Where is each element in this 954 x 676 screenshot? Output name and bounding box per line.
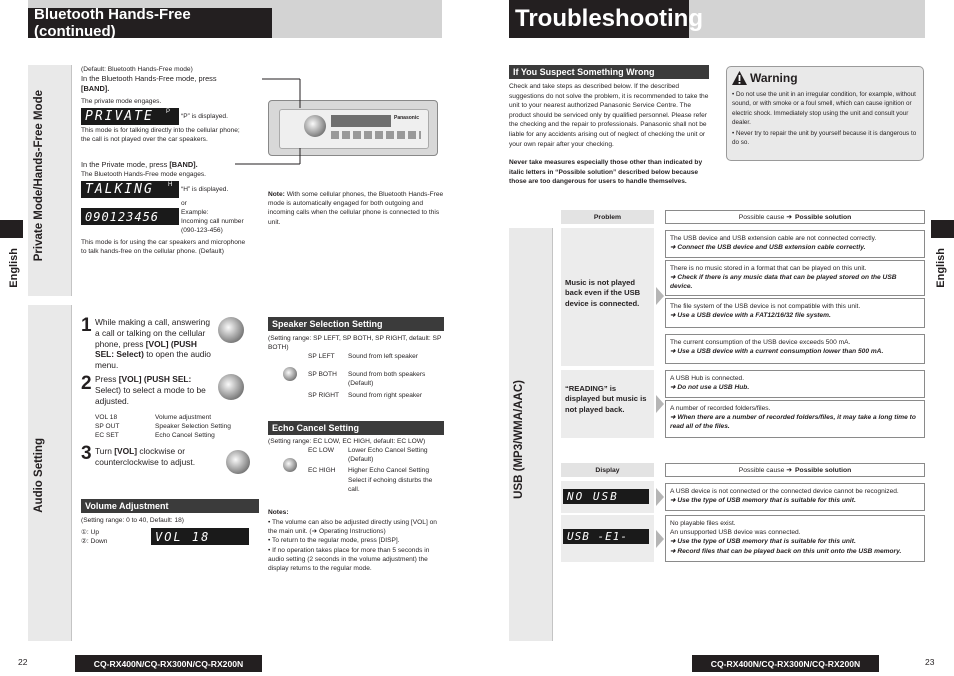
cause-3-2: No playable files exist. An unsupported USB device was connected. ➜ Use the type of USB memory that is suitable for this unit. ➜ Record files that can be played back on this unit onto the USB memory. <box>665 515 925 562</box>
suspect-header: If You Suspect Something Wrong <box>509 65 709 79</box>
volume-down: ②: Down <box>81 538 108 545</box>
notes-text <box>268 518 444 573</box>
table1-problem-header: Problem <box>561 210 654 224</box>
warning-title: Warning <box>750 71 798 85</box>
h-displayed-text: “H” is displayed. <box>181 186 229 193</box>
speaker-rows: SP LEFT Sound from left speaker SP BOTH Sound from both speakers (Default) SP RIGHT Sound from right speaker <box>308 353 426 399</box>
volume-adjustment-header: Volume Adjustment <box>81 499 259 513</box>
table1-cause-header: Possible cause ➜ Possible solution <box>665 210 925 224</box>
lcd-usb-e1: USB -E1- <box>563 529 649 544</box>
cause-1-4: The current consumption of the USB device exceeds 500 mA. ➜ Use a USB device with a current consumption lower than 500 mA. <box>665 334 925 364</box>
problem-1-cell: Music is not played back even if the USB device is connected. <box>561 228 654 366</box>
right-header-title: Troubleshooting <box>509 0 689 38</box>
private-engages2: The Bluetooth Hands-Free mode engages. <box>81 171 206 178</box>
echo-rows: EC LOW Lower Echo Cancel Setting (Default) EC HIGH Higher Echo Cancel Setting Select if echoing disturbs the call. <box>308 447 433 493</box>
step3-number: 3 <box>81 443 92 464</box>
echo-cancel-header: Echo Cancel Setting <box>268 421 444 435</box>
speaker-selection-header: Speaker Selection Setting <box>268 317 444 331</box>
lcd-vol: VOL 18 <box>151 528 249 545</box>
head-unit-brand: Panasonic <box>394 115 420 121</box>
private-engages: The private mode engages. <box>81 98 162 105</box>
private-desc2: the call is not played over the car speakers. <box>81 136 208 143</box>
private-default-note: (Default: Bluetooth Hands-Free mode) <box>81 66 193 73</box>
left-page-number: 22 <box>18 657 28 667</box>
side-tab-private-label: Private Mode/Hands-Free Mode <box>33 90 45 262</box>
volume-range: (Setting range: 0 to 40, Default: 18) <box>81 517 184 524</box>
echo-range: (Setting range: EC LOW, EC HIGH, default: EC LOW) <box>268 438 426 445</box>
note-2: • To return to the regular mode, press [DISP]. <box>268 537 400 545</box>
display-1-arrow <box>656 488 664 506</box>
lcd-private: PRIVATE <box>81 108 179 125</box>
lcd-talking-indicator: H <box>168 182 173 188</box>
step2-number: 2 <box>81 373 92 394</box>
step1-text: While making a call, answering a call or talking on the cellular phone, press [VOL] (PUSH SEL: Select) to open the audio menu. <box>95 317 211 371</box>
p-displayed-text: “P” is displayed. <box>181 113 228 120</box>
side-tab-usb-label: USB (MP3/WMA/AAC) <box>513 380 525 499</box>
private-note: Note: With some cellular phones, the Bluetooth Hands-Free mode is automatically engaged for both outgoing and incoming calls when the cellular phone is connected to this unit. <box>268 191 444 226</box>
warning-text-2: • Never try to repair the unit by yourself because it is dangerous to do so. <box>732 130 917 147</box>
display-2-arrow <box>656 530 664 548</box>
example-label: Example: <box>181 209 209 216</box>
suspect-bold: Never take measures especially those other than indicated by italic letters in “Possible solution” described below because those are too dangerous for users to handle themselves. <box>509 159 703 186</box>
lcd-private-indicator: P <box>166 109 171 115</box>
cause-1-1: The USB device and USB extension cable are not connected correctly. ➜ Connect the USB device and USB extension cable correctly. <box>665 230 925 258</box>
incoming-number: (090-123-456) <box>181 227 223 234</box>
step1-number: 1 <box>81 315 92 336</box>
lcd-number: 090123456 <box>81 208 179 225</box>
speaker-knob <box>283 367 297 381</box>
echo-knob <box>283 458 297 472</box>
table2-display-header: Display <box>561 463 654 477</box>
speaker-range: (Setting range: SP LEFT, SP BOTH, SP RIGHT, default: SP BOTH) <box>268 335 442 352</box>
incoming-label: Incoming call number <box>181 218 244 225</box>
right-page-number: 23 <box>925 657 935 667</box>
private-line2: In the Private mode, press [BAND]. <box>81 160 198 169</box>
notes-label: Notes: <box>268 509 289 516</box>
english-tab-right-label: English <box>935 248 947 288</box>
note-3: • If no operation takes place for more than 5 seconds in audio setting (2 seconds in the volume adjustment) the display returns to the regular mode. <box>268 546 430 573</box>
cause-2-2: A number of recorded folders/files. ➜ When there are a number of recorded folders/files, it may take a long time to read all of the files. <box>665 400 925 438</box>
table2-cause-header: Possible cause ➜ Possible solution <box>665 463 925 477</box>
warning-icon <box>732 71 747 85</box>
or-text: or <box>181 200 187 207</box>
problem-2-cell: “READING” is displayed but music is not played back. <box>561 370 654 438</box>
problem-1-arrow <box>656 287 664 305</box>
cause-1-2: There is no music stored in a format that can be played on this unit. ➜ Check if there is any music data that can be played stored on the USB device. <box>665 260 925 296</box>
private-desc1: This mode is for talking directly into the cellular phone; <box>81 127 240 134</box>
cause-1-3: The file system of the USB device is not compatible with this unit. ➜ Use a USB device with a FAT12/16/32 file system. <box>665 298 925 328</box>
cause-2-1: A USB Hub is connected. ➜ Do not use a USB Hub. <box>665 370 925 398</box>
suspect-text: Check and take steps as described below. If the described suggestions do not solve the problem, it is recommended to take the unit to your nearest authorized Panasonic Service Centre. The product should be serviced only by qualified personnel. Please refer the checking and the repair to professionals. Panasonic shall not be liable for any accidents arising out of neglect of checking the unit or your own repair after your checking. <box>509 83 709 148</box>
side-tab-audio-label: Audio Setting <box>33 438 45 513</box>
right-footer-model: CQ-RX400N/CQ-RX300N/CQ-RX200N <box>692 655 879 672</box>
step2-text: Press [VOL] (PUSH SEL: Select) to select a mode to be adjusted. <box>95 374 206 406</box>
cause-3-1: A USB device is not connected or the connected device cannot be recognized. ➜ Use the type of USB memory that is suitable for this unit. <box>665 483 925 511</box>
vol-knob-2 <box>218 374 244 400</box>
left-footer-model: CQ-RX400N/CQ-RX300N/CQ-RX200N <box>75 655 262 672</box>
mode-list: VOL 18 Volume adjustment SP OUT Speaker Selection Setting EC SET Echo Cancel Setting <box>95 414 231 440</box>
note-1: • The volume can also be adjusted directly using [VOL] on the main unit. (➜ Operating Instructions) <box>268 519 437 536</box>
private-line1b: [BAND]. <box>81 84 110 93</box>
vol-knob-1 <box>218 317 244 343</box>
warning-text-1: • Do not use the unit in an irregular condition, for example, without sound, or with smoke or a foul smell, which can cause ignition or electric shock. Immediately stop using the unit and consult your dealer. <box>732 91 916 127</box>
private-line1: In the Bluetooth Hands-Free mode, press <box>81 74 217 83</box>
english-tab-left-label: English <box>8 248 20 288</box>
vol-knob-3 <box>226 450 250 474</box>
step3-text: Turn [VOL] clockwise or counterclockwise to adjust. <box>95 446 196 467</box>
volume-up: ①: Up <box>81 529 100 536</box>
problem-2-arrow <box>656 395 664 413</box>
english-tab-right <box>931 220 954 238</box>
private-desc4: to talk hands-free on the cellular phone. (Default) <box>81 248 224 255</box>
private-desc3: This mode is for using the car speakers and microphone <box>81 239 246 246</box>
lcd-talking: TALKING <box>81 181 179 198</box>
lcd-no-usb: NO USB <box>563 489 649 504</box>
left-header-title: Bluetooth Hands-Free (continued) <box>28 8 272 38</box>
